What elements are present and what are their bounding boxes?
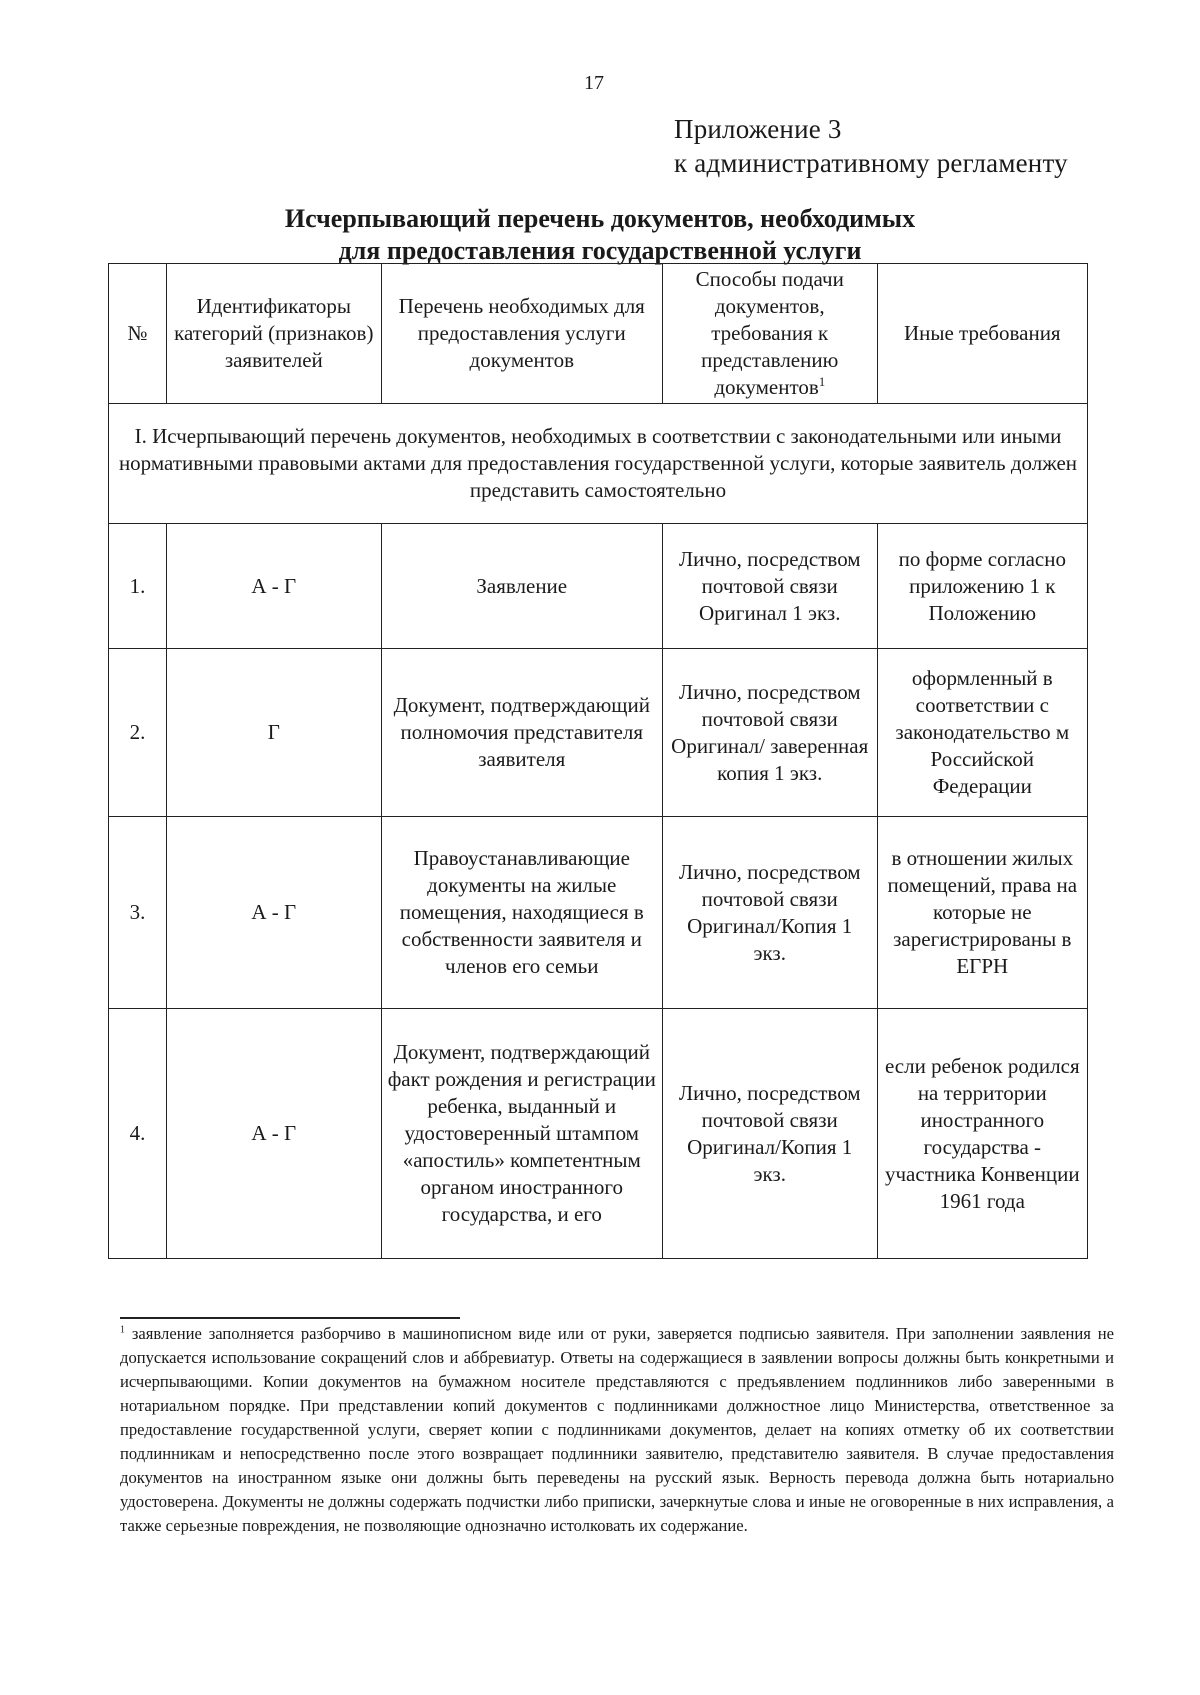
row-method: Лично, посредством почтовой связи Оригинал/Копия 1 экз. [662, 1009, 877, 1259]
title-line-1: Исчерпывающий перечень документов, необходимых [284, 204, 916, 233]
header-methods-text: Способы подачи документов, требования к представлению документов [695, 267, 844, 399]
documents-table [108, 263, 1088, 1259]
row-document: Правоустанавливающие документы на жилые помещения, находящиеся в собственности заявителя и членов его семьи [381, 817, 662, 1009]
row-num: 3. [109, 817, 167, 1009]
footnote-separator [120, 1317, 460, 1319]
row-document: Заявление [381, 524, 662, 649]
row-num: 2. [109, 649, 167, 817]
title-line-2: для предоставления государственной услуги [338, 236, 862, 265]
row-other: если ребенок родился на территории иностранного государства - участника Конвенции 1961 года [877, 1009, 1087, 1259]
table-row [109, 649, 1088, 817]
row-num: 4. [109, 1009, 167, 1259]
row-method: Лично, посредством почтовой связи Оригинал 1 экз. [662, 524, 877, 649]
footnote [120, 1322, 1114, 1538]
row-category: А - Г [166, 817, 381, 1009]
page-number: 17 [584, 72, 604, 94]
row-category: А - Г [166, 524, 381, 649]
row-other: в отношении жилых помещений, права на которые не зарегистрированы в ЕГРН [877, 817, 1087, 1009]
footnote-marker: 1 [120, 1324, 125, 1336]
table-row [109, 524, 1088, 649]
table-row [109, 817, 1088, 1009]
row-num: 1. [109, 524, 167, 649]
header-other: Иные требования [877, 264, 1087, 404]
row-category: А - Г [166, 1009, 381, 1259]
row-document: Документ, подтверждающий факт рождения и регистрации ребенка, выданный и удостоверенный штампом «апостиль» компетентным органом иностранного государства, и его [381, 1009, 662, 1259]
row-category: Г [166, 649, 381, 817]
appendix-line-2: к административному регламенту [674, 148, 1068, 178]
row-document: Документ, подтверждающий полномочия представителя заявителя [381, 649, 662, 817]
row-method: Лично, посредством почтовой связи Оригинал/Копия 1 экз. [662, 817, 877, 1009]
footnote-marker: 1 [818, 375, 826, 389]
header-num: № [109, 264, 167, 404]
header-methods [662, 264, 877, 404]
row-method: Лично, посредством почтовой связи Оригинал/ заверенная копия 1 экз. [662, 649, 877, 817]
document-title [120, 203, 1080, 267]
footnote-text: заявление заполняется разборчиво в машинописном виде или от руки, заверяется подписью заявителя. При заполнении заявления не допускается использование сокращений слов и аббревиатур. Ответы на содержащиеся в заявлении вопросы должны быть конкретными и исчерпывающими. Копии документов на бумажном носителе представляются с предъявлением подлинников либо заверенными в нотариальном порядке. При представлении копий документов с подлинниками должностное лицо Министерства, ответственное за предоставление государственной услуги, сверяет копии с подлинниками документов, делает на копиях отметку об их соответствии подлинникам и непосредственно после этого возвращает подлинники заявителю, представителю заявителя. В случае предоставления документов на иностранном языке они должны быть переведены на русский язык. Верность перевода должна быть нотариально удостоверена. Документы не должны содержать подчистки либо приписки, зачеркнутые слова и иные не оговоренные в них исправления, а также серьезные повреждения, не позволяющие однозначно истолковать их содержание. [120, 1324, 1114, 1535]
row-other: оформленный в соответствии с законодательство м Российской Федерации [877, 649, 1087, 817]
header-identifiers: Идентификаторы категорий (признаков) заявителей [166, 264, 381, 404]
appendix-header [674, 112, 1068, 180]
section-row [109, 404, 1088, 524]
table-row [109, 1009, 1088, 1259]
appendix-line-1: Приложение 3 [674, 114, 842, 144]
row-other: по форме согласно приложению 1 к Положению [877, 524, 1087, 649]
table-header-row [109, 264, 1088, 404]
header-documents: Перечень необходимых для предоставления услуги документов [381, 264, 662, 404]
section-title: I. Исчерпывающий перечень документов, необходимых в соответствии с законодательными или иными нормативными правовыми актами для предоставления государственной услуги, которые заявитель должен представить самостоятельно [109, 404, 1088, 524]
